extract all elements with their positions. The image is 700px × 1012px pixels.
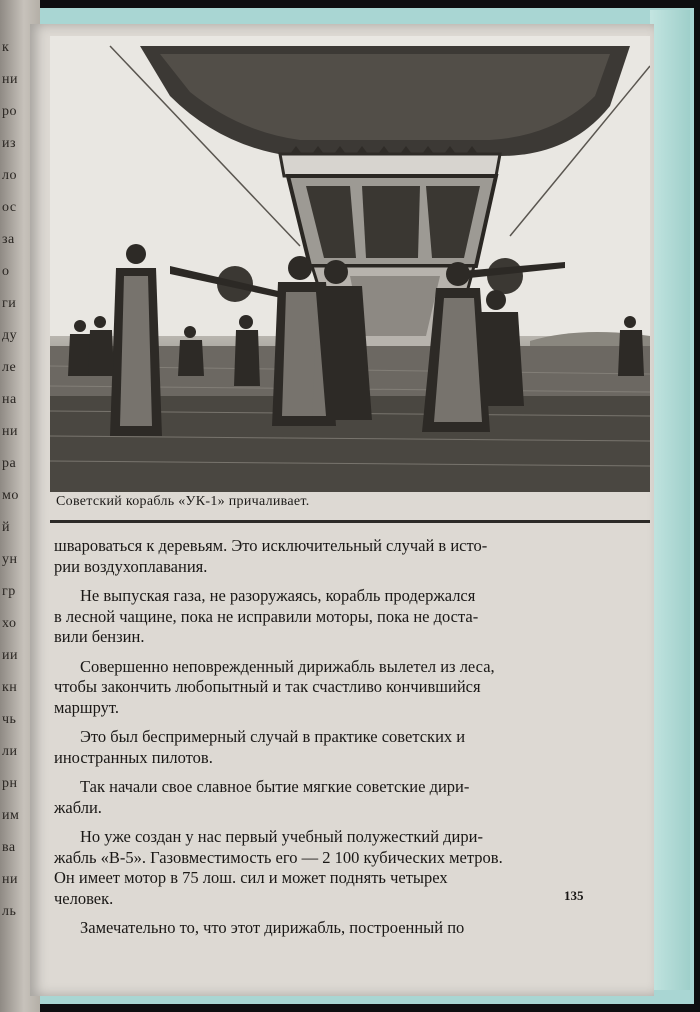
left-page-fragment: ос <box>2 200 17 215</box>
left-page-fragment: хо <box>2 616 17 631</box>
left-page-fragment: рн <box>2 776 18 791</box>
left-page-fragment: за <box>2 232 15 247</box>
left-page-fragment: к <box>2 40 10 55</box>
left-page-fragment: ль <box>2 904 17 919</box>
book-cover-edge <box>650 10 690 990</box>
text-line: человек. <box>54 888 114 908</box>
paragraph <box>54 657 620 719</box>
photo-caption: Советский корабль «УК-1» причаливает. <box>56 494 310 509</box>
text-line: Совершенно неповрежденный дирижабль вылетел из леса, <box>80 656 495 676</box>
left-page-fragment: ло <box>2 168 17 183</box>
paragraph <box>54 777 620 818</box>
left-page-fragment: гр <box>2 584 16 599</box>
paragraph <box>54 827 620 909</box>
airship-photo <box>50 36 650 492</box>
text-line: вили бензин. <box>54 627 145 646</box>
left-page-fragment: ги <box>2 296 17 311</box>
left-page-fragment: ни <box>2 872 18 887</box>
text-line: жабли. <box>54 797 102 817</box>
page-number: 135 <box>564 888 584 903</box>
text-line: маршрут. <box>54 697 119 717</box>
left-page-fragment: ли <box>2 744 18 759</box>
text-line: в лесной чащине, пока не исправили моторы, пока не доста- <box>54 606 479 626</box>
left-page-fragment: им <box>2 808 20 823</box>
left-page-fragment: из <box>2 136 17 151</box>
book-page <box>30 24 654 996</box>
text-line: иностранных пилотов. <box>54 747 213 767</box>
left-page-fragment: ра <box>2 456 17 471</box>
left-page-fragment: о <box>2 264 10 279</box>
left-page-fragment: ии <box>2 648 18 663</box>
paragraph <box>54 727 620 768</box>
text-line: Он имеет мотор в 75 лош. сил и может поднять четырех <box>54 868 448 887</box>
left-page-fragment: чь <box>2 712 17 727</box>
left-page-fragment: ва <box>2 840 16 855</box>
left-page-fragment: ни <box>2 424 18 439</box>
left-page-fragment: на <box>2 392 17 407</box>
text-line: Так начали свое славное бытие мягкие советские дири- <box>80 777 470 796</box>
paragraph <box>54 918 620 939</box>
left-page-fragment: й <box>2 520 10 535</box>
left-page-fragment: ду <box>2 328 18 343</box>
body-text <box>54 536 620 948</box>
caption-rule <box>50 520 650 523</box>
left-page-fragment: мо <box>2 488 19 503</box>
left-page-fragment: ро <box>2 104 17 119</box>
text-line: чтобы закончить любопытный и так счастливо кончившийся <box>54 677 481 696</box>
text-line: Это был беспримерный случай в практике советских и <box>80 727 466 746</box>
left-page-fragment: ни <box>2 72 18 87</box>
paragraph <box>54 586 620 648</box>
text-line: жабль «В-5». Газовместимость его — 2 100 кубических метров. <box>54 847 503 867</box>
text-line: Замечательно то, что этот дирижабль, построенный по <box>80 918 465 937</box>
left-page-fragment: ле <box>2 360 17 375</box>
text-line: Но уже создан у нас первый учебный полужесткий дири- <box>80 827 483 846</box>
left-page-fragment: ун <box>2 552 18 567</box>
paragraph <box>54 536 620 577</box>
left-page-fragment: кн <box>2 680 18 695</box>
text-line: Не выпуская газа, не разоружаясь, корабль продержался <box>80 586 476 605</box>
text-line: швароваться к деревьям. Это исключительный случай в исто- <box>54 536 488 555</box>
airship-illustration <box>50 36 650 492</box>
text-line: рии воздухоплавания. <box>54 556 208 576</box>
